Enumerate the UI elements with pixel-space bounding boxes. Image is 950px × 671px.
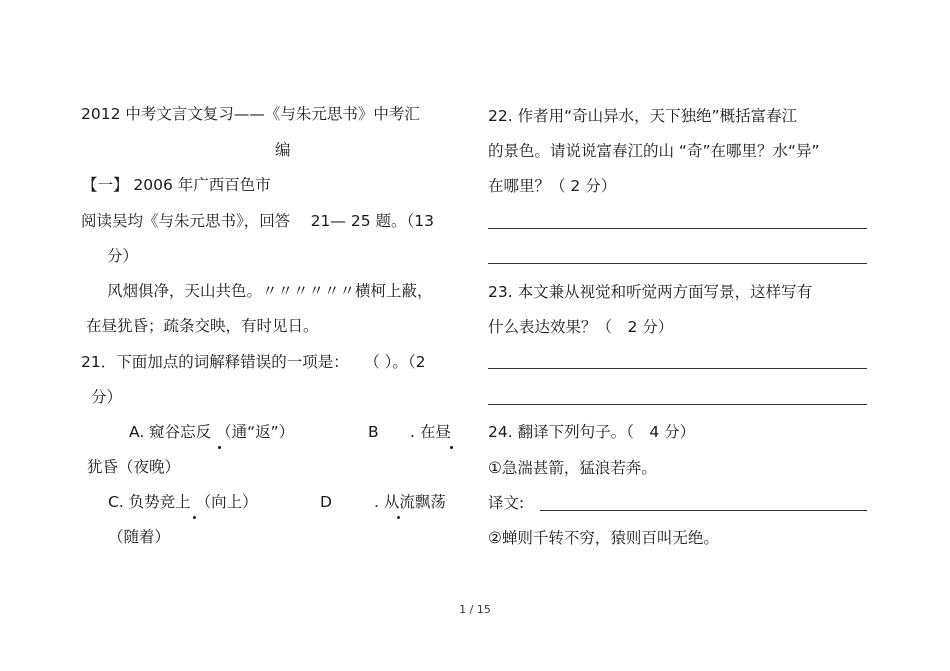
option-a: A. 窥谷忘反 （通“返”） — [129, 423, 295, 441]
section-label: 【一】 2006 年广西百色市 — [82, 176, 271, 194]
q22-line3: 在哪里？（ 2 分） — [488, 177, 617, 195]
translation-label: 译文: — [488, 494, 525, 512]
answer-line[interactable] — [488, 263, 867, 264]
passage-line1: 风烟俱净，天山共色。〃〃〃〃〃〃横柯上蔽， — [107, 282, 433, 300]
q24-sentence1: ①急湍甚箭，猛浪若奔。 — [488, 459, 657, 477]
q21-line1: 21．下面加点的词解释错误的一项是： （ ）。（2 — [81, 353, 426, 371]
translation-answer-line[interactable] — [540, 510, 867, 511]
q22-line2: 的景色。请说说富春江的山 “奇”在哪里？水“异” — [488, 142, 820, 160]
emphasis-dot — [193, 516, 196, 519]
passage-line2: 在昼犹昏；疏条交映，有时见日。 — [86, 317, 319, 335]
emphasis-dot — [397, 516, 400, 519]
option-d-continued: （随着） — [108, 528, 171, 546]
option-c: C. 负势竞上 （向上） — [108, 493, 258, 511]
option-d-text: . 从流飘荡 — [374, 493, 446, 511]
option-b-label: B — [368, 423, 379, 441]
page-number: 1 / 15 — [459, 603, 491, 616]
doc-title-line1: 2012 中考文言文复习——《与朱元思书》中考汇 — [81, 105, 420, 123]
option-b-text: . 在昼 — [410, 423, 451, 441]
q24-sentence2: ②蝉则千转不穷，猿则百叫无绝。 — [488, 529, 719, 547]
answer-line[interactable] — [488, 368, 867, 369]
emphasis-dot — [450, 446, 453, 449]
q24-line1: 24. 翻译下列句子。（ 4 分） — [488, 423, 696, 441]
answer-line[interactable] — [488, 404, 867, 405]
q21-line2: 分） — [91, 388, 123, 406]
emphasis-dot — [218, 446, 221, 449]
intro-line1: 阅读吴均《与朱元思书》，回答 21— 25 题。（13 — [81, 212, 434, 230]
intro-line2: 分） — [107, 247, 139, 265]
doc-title-line2: 编 — [275, 141, 291, 159]
option-d-label: D — [320, 493, 332, 511]
q22-line1: 22. 作者用“奇山异水，天下独绝”概括富春江 — [488, 107, 798, 125]
q23-line2: 什么表达效果？（ 2 分） — [488, 318, 674, 336]
q23-line1: 23. 本文兼从视觉和听觉两方面写景，这样写有 — [488, 283, 813, 301]
option-b-continued: 犹昏（夜晚） — [87, 458, 181, 476]
answer-line[interactable] — [488, 228, 867, 229]
